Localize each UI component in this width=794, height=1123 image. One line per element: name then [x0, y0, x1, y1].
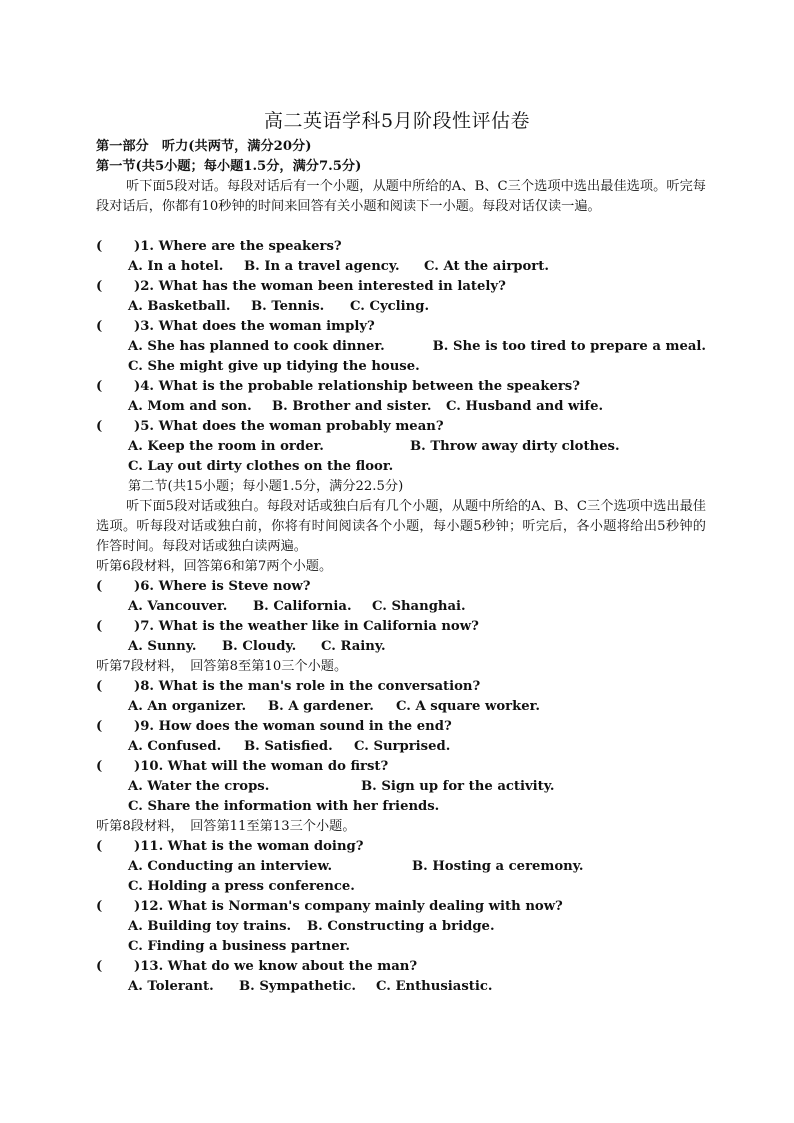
question-13 — [96, 957, 706, 977]
options-13 — [96, 977, 706, 997]
option-c: C. A square worker. — [396, 699, 540, 714]
answer-blank[interactable]: ( — [96, 279, 103, 294]
option-a: A. In a hotel. — [128, 259, 224, 274]
question-text: )2. What has the woman been interested in lately? — [134, 279, 506, 294]
answer-blank[interactable]: ( — [96, 619, 103, 634]
question-text: )13. What do we know about the man? — [134, 959, 418, 974]
question-3 — [96, 317, 706, 337]
options-11-c — [96, 877, 706, 897]
options-12-c — [96, 937, 706, 957]
option-a: A. Basketball. — [128, 299, 231, 314]
question-text: )11. What is the woman doing? — [134, 839, 364, 854]
option-b: B. Tennis. — [251, 299, 325, 314]
option-b: B. Brother and sister. — [272, 399, 432, 414]
option-b: B. Hosting a ceremony. — [412, 859, 584, 874]
option-a: A. An organizer. — [128, 699, 247, 714]
option-c: C. Finding a business partner. — [128, 939, 350, 954]
answer-blank[interactable]: ( — [96, 759, 103, 774]
option-a: A. Building toy trains. — [128, 919, 292, 934]
option-c: C. At the airport. — [424, 259, 549, 274]
question-12 — [96, 897, 706, 917]
options-3-c — [96, 357, 706, 377]
option-b: B. Constructing a bridge. — [307, 919, 495, 934]
option-b: B. Sympathetic. — [239, 979, 357, 994]
options-2 — [96, 297, 706, 317]
answer-blank[interactable]: ( — [96, 319, 103, 334]
option-a: A. Vancouver. — [128, 599, 228, 614]
options-8 — [96, 697, 706, 717]
answer-blank[interactable]: ( — [96, 579, 103, 594]
question-9 — [96, 717, 706, 737]
answer-blank[interactable]: ( — [96, 379, 103, 394]
options-5 — [96, 437, 706, 457]
answer-blank[interactable]: ( — [96, 239, 103, 254]
question-text: )7. What is the weather like in California now? — [134, 619, 479, 634]
option-b: B. Satisfied. — [244, 739, 333, 754]
material-8-note: 听第8段材料， 回答第11至第13三个小题。 — [96, 819, 356, 834]
option-c: C. Holding a press conference. — [128, 879, 355, 894]
options-10-c — [96, 797, 706, 817]
options-3 — [96, 337, 706, 357]
options-9 — [96, 737, 706, 757]
options-1 — [96, 257, 706, 277]
option-a: A. She has planned to cook dinner. — [128, 339, 385, 354]
answer-blank[interactable]: ( — [96, 419, 103, 434]
question-text: )5. What does the woman probably mean? — [134, 419, 444, 434]
option-c: C. Rainy. — [321, 639, 386, 654]
section1-heading: 第一节(共5小题；每小题1.5分，满分7.5分) — [96, 159, 362, 174]
question-text: )8. What is the man's role in the conversation? — [134, 679, 481, 694]
section2-instructions: 听下面5段对话或独白。每段对话或独白后有几个小题，从题中所给的A、B、C三个选项中选出最佳选项。听每段对话或独白前，你将有时间阅读各个小题，每小题5秒钟；听完后，各小题将给出5秒钟的作答时间。每段对话或独白读两遍。 — [96, 499, 706, 554]
question-text: )4. What is the probable relationship between the speakers? — [134, 379, 580, 394]
part-heading: 第一部分 听力(共两节，满分20分) — [96, 139, 312, 154]
option-b: B. In a travel agency. — [244, 259, 400, 274]
exam-content — [96, 137, 706, 997]
option-a: A. Mom and son. — [128, 399, 252, 414]
options-6 — [96, 597, 706, 617]
option-c: C. Shanghai. — [372, 599, 466, 614]
option-c: C. Husband and wife. — [446, 399, 604, 414]
option-c: C. Lay out dirty clothes on the floor. — [128, 459, 394, 474]
option-a: A. Conducting an interview. — [128, 859, 333, 874]
question-text: )3. What does the woman imply? — [134, 319, 375, 334]
option-b: B. A gardener. — [268, 699, 374, 714]
option-c: C. She might give up tidying the house. — [128, 359, 420, 374]
option-b: B. She is too tired to prepare a meal. — [432, 339, 706, 354]
question-5 — [96, 417, 706, 437]
question-8 — [96, 677, 706, 697]
option-b: B. Sign up for the activity. — [361, 779, 555, 794]
question-1 — [96, 237, 706, 257]
option-a: A. Sunny. — [128, 639, 197, 654]
question-text: )1. Where are the speakers? — [134, 239, 342, 254]
question-11 — [96, 837, 706, 857]
option-a: A. Tolerant. — [128, 979, 214, 994]
option-a: A. Keep the room in order. — [128, 439, 324, 454]
answer-blank[interactable]: ( — [96, 839, 103, 854]
option-a: A. Water the crops. — [128, 779, 270, 794]
question-text: )10. What will the woman do first? — [134, 759, 389, 774]
option-c: C. Surprised. — [354, 739, 451, 754]
material-7-note: 听第7段材料， 回答第8至第10三个小题。 — [96, 659, 348, 674]
answer-blank[interactable]: ( — [96, 899, 103, 914]
question-text: )6. Where is Steve now? — [134, 579, 311, 594]
option-b: B. Cloudy. — [222, 639, 297, 654]
section2-heading: 第二节(共15小题；每小题1.5分，满分22.5分) — [128, 479, 404, 494]
answer-blank[interactable]: ( — [96, 959, 103, 974]
options-12 — [96, 917, 706, 937]
option-c: C. Enthusiastic. — [376, 979, 493, 994]
question-4 — [96, 377, 706, 397]
option-c: C. Cycling. — [350, 299, 430, 314]
options-10 — [96, 777, 706, 797]
option-b: B. Throw away dirty clothes. — [410, 439, 620, 454]
question-text: )12. What is Norman's company mainly dealing with now? — [134, 899, 563, 914]
options-5-c — [96, 457, 706, 477]
question-10 — [96, 757, 706, 777]
options-11 — [96, 857, 706, 877]
answer-blank[interactable]: ( — [96, 719, 103, 734]
question-6 — [96, 577, 706, 597]
options-4 — [96, 397, 706, 417]
question-text: )9. How does the woman sound in the end? — [134, 719, 452, 734]
option-a: A. Confused. — [128, 739, 222, 754]
question-2 — [96, 277, 706, 297]
answer-blank[interactable]: ( — [96, 679, 103, 694]
option-c: C. Share the information with her friends. — [128, 799, 440, 814]
options-7 — [96, 637, 706, 657]
page-title: 高二英语学科5月阶段性评估卷 — [263, 110, 531, 132]
material-6-note: 听第6段材料，回答第6和第7两个小题。 — [96, 559, 333, 574]
question-7 — [96, 617, 706, 637]
section1-instructions: 听下面5段对话。每段对话后有一个小题，从题中所给的A、B、C三个选项中选出最佳选项。听完每段对话后，你都有10秒钟的时间来回答有关小题和阅读下一小题。每段对话仅读一遍。 — [96, 179, 706, 214]
option-b: B. California. — [253, 599, 352, 614]
